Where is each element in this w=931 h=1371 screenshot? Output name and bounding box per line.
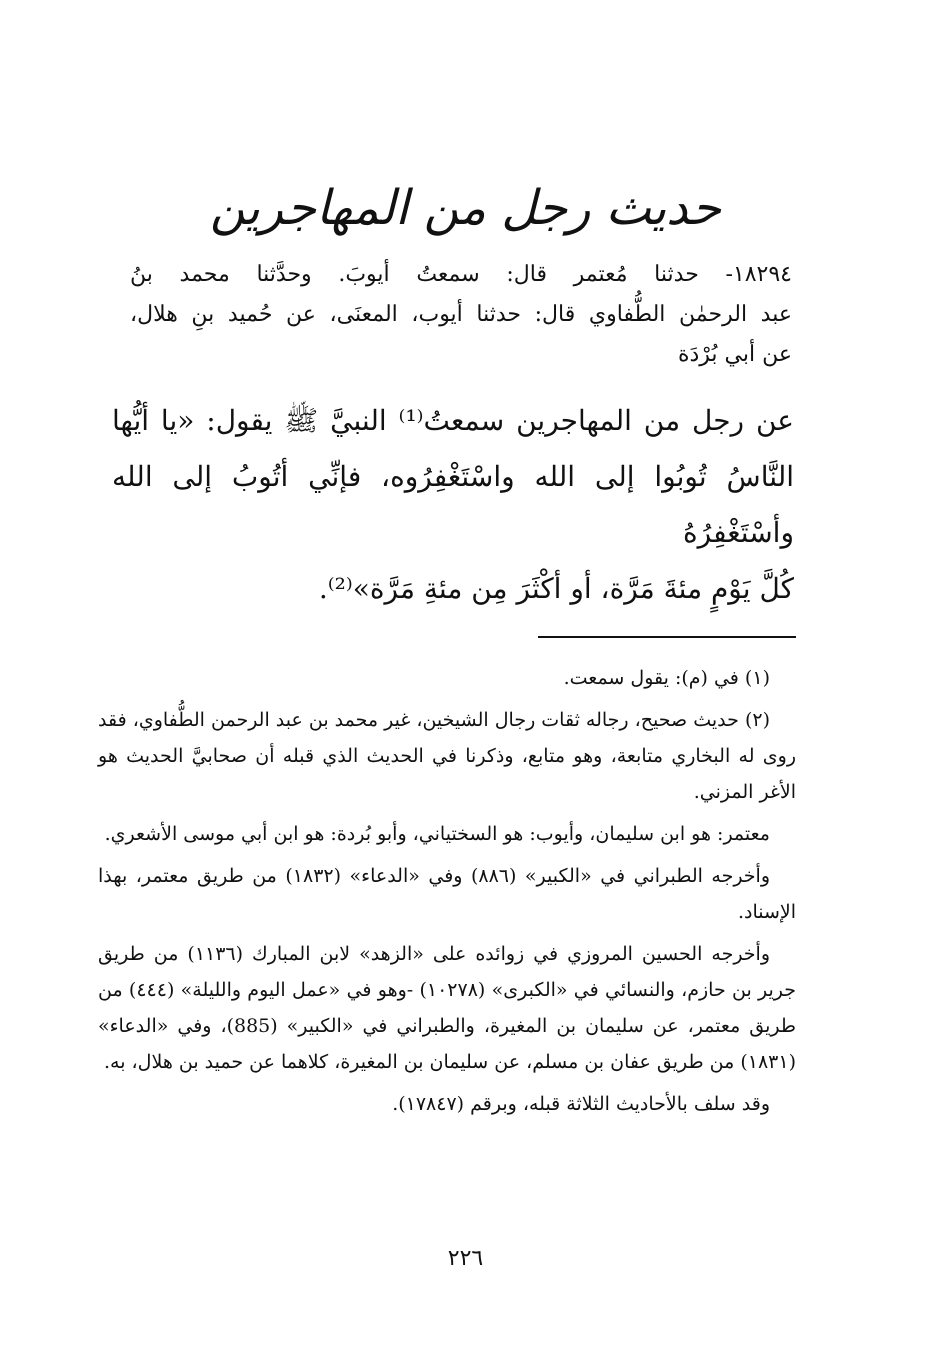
footnotes: [98, 660, 796, 1128]
footnote-paragraph: وأخرجه الطبراني في «الكبير» (٨٨٦) وفي «الدعاء» (١٨٣٢) من طريق معتمر، بهذا الإسناد.: [98, 865, 796, 923]
footnote-2: (٢) حديث صحيح، رجاله ثقات رجال الشيخين، غير محمد بن عبد الرحمن الطُّفاوي، فقد روى له البخاري متابعة، وهو متابع، وذكرنا في الحديث الذي قبله أن صحابيَّ الحديث هو الأغر المزني.: [98, 709, 796, 803]
footnote-divider: [538, 636, 796, 638]
hadith-line: النَّاسُ تُوبُوا إلى الله واسْتَغْفِرُوه، فإنِّي أتُوبُ إلى الله وأسْتَغْفِرُهُ: [112, 460, 794, 549]
isnad-block: [130, 255, 792, 375]
chapter-title: حديث رجل من المهاجرين: [209, 180, 722, 236]
footnote-paragraph: وقد سلف بالأحاديث الثلاثة قبله، وبرقم (١٧٨٤٧).: [392, 1093, 770, 1115]
hadith-line: كُلَّ يَوْمٍ مئةَ مَرَّة، أو أكْثَرَ مِن مئةِ مَرَّة»⁽²⁾.: [318, 572, 794, 605]
hadith-line: عن رجل من المهاجرين سمعتُ⁽¹⁾ النبيَّ ﷺ يقول: «يا أيُّها: [112, 404, 794, 437]
footnote-paragraph: معتمر: هو ابن سليمان، وأيوب: هو السختياني، وأبو بُردة: هو ابن أبي موسى الأشعري.: [104, 823, 770, 845]
isnad-line: عبد الرحمٰن الطُّفاوي قال: حدثنا أيوب، المعنَى، عن حُميد بنِ هلال،: [130, 302, 792, 327]
isnad-line: ١٨٢٩٤- حدثنا مُعتمر قال: سمعتُ أيوبَ. وحدَّثنا محمد بنُ: [130, 262, 792, 287]
page-number: ٢٢٦: [447, 1246, 484, 1271]
hadith-text: [112, 393, 794, 617]
isnad-line: عن أبي بُرْدَة: [677, 342, 792, 367]
footnote-paragraph: وأخرجه الحسين المروزي في زوائده على «الزهد» لابن المبارك (١١٣٦) من طريق جرير بن حازم، والنسائي في «الكبرى» (١٠٢٧٨) -وهو في «عمل اليوم والليلة» (٤٤٤) من طريق معتمر، عن سليمان بن المغيرة، والطبراني في «الكبير» (885)، وفي «الدعاء» (١٨٣١) من طريق عفان بن مسلم، عن سليمان بن المغيرة، كلاهما عن حميد بن هلال، به.: [98, 943, 797, 1073]
footnote-1: (١) في (م): يقول سمعت.: [563, 667, 770, 689]
